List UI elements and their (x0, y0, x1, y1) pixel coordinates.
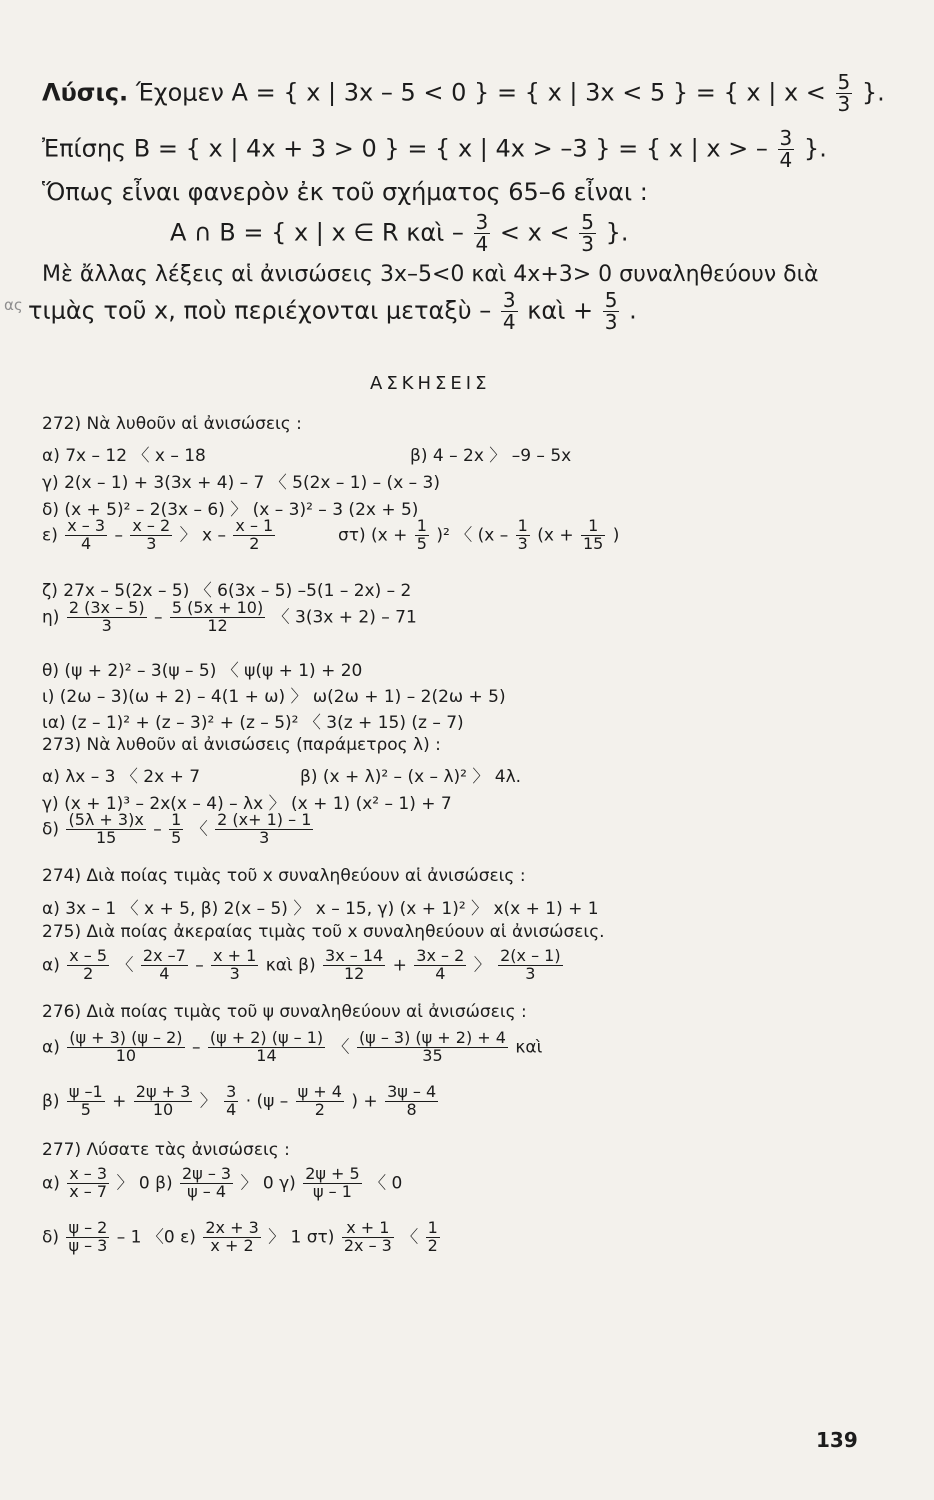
solution-line-2: Ἐπίσης B = { x | 4x + 3 > 0 } = { x | 4x > –3 } = { x | x > – $\frac{3}{4}$ }. (42, 126, 827, 172)
fraction: $\frac{x - 1}{2}$ (235, 516, 274, 553)
exercise-273-title: 273) Νὰ λυθοῦν αἱ ἀνισώσεις (παράμετρος λ) : (42, 735, 441, 755)
fraction: $\frac{1}{3}$ (517, 516, 528, 553)
fraction: $\frac{5}{3}$ (837, 70, 851, 116)
exercise-272-th: θ) (ψ + 2)² – 3(ψ – 5) 〈 ψ(ψ + 1) + 20 (42, 661, 363, 681)
fraction: $\frac{3\psi - 4}{8}$ (387, 1082, 437, 1119)
bleed-through-text: ας (4, 296, 23, 314)
exercise-273-a: α) λx – 3 〈 2x + 7 (42, 767, 201, 787)
exercise-275-line: α) $\frac{x - 5}{2}$ 〈 $\frac{2x -7}{4}$ – $\frac{x + 1}{3}$ καὶ β) $\frac{3x - 14}{12}$ + $\frac{3x - 2}{4}$ 〉 $\frac{2(x - 1)}{3}$ (42, 946, 561, 983)
fraction: $\frac{5}{3}$ (581, 210, 594, 256)
fraction: $\frac{x - 5}{2}$ (69, 946, 108, 983)
exercise-277-title: 277) Λύσατε τὰς ἀνισώσεις : (42, 1140, 290, 1160)
fraction: $\frac{2\psi + 3}{10}$ (135, 1082, 191, 1119)
fraction: $\frac{3}{4}$ (226, 1082, 237, 1119)
exercise-273-d: δ) $\frac{(5\lambda + 3)x}{15}$ – $\frac{1}{5}$ 〈 $\frac{2 (x+ 1) - 1}{3}$ (42, 810, 312, 847)
exercise-276-title: 276) Διὰ ποίας τιμὰς τοῦ ψ συναληθεύουν αἱ ἀνισώσεις : (42, 1002, 527, 1022)
fraction: $\frac{2\psi - 3}{\psi - 4}$ (182, 1164, 232, 1201)
exercise-272-b: β) 4 – 2x 〉 –9 – 5x (410, 446, 572, 466)
fraction: $\frac{2\psi + 5}{\psi - 1}$ (305, 1164, 360, 1201)
fraction: $\frac{3x - 14}{12}$ (325, 946, 384, 983)
fraction: $\frac{(5\lambda + 3)x}{15}$ (68, 810, 144, 847)
exercise-274-line: α) 3x – 1 〈 x + 5, β) 2(x – 5) 〉 x – 15, γ) (x + 1)² 〉 x(x + 1) + 1 (42, 899, 599, 919)
solution-line-1: Λύσις. Έχομεν A = { x | 3x – 5 < 0 } = { x | 3x < 5 } = { x | x < $\frac{5}{3}$ }. (42, 70, 885, 116)
fraction: $\frac{2(x - 1)}{3}$ (500, 946, 561, 983)
fraction: $\frac{1}{5}$ (416, 516, 427, 553)
fraction: $\frac{3}{4}$ (779, 126, 793, 172)
fraction: $\frac{1}{5}$ (171, 810, 182, 847)
fraction: $\frac{\psi -1}{5}$ (68, 1082, 103, 1119)
fraction: $\frac{x - 3}{4}$ (67, 516, 106, 553)
exercise-272-d: δ) (x + 5)² – 2(3x – 6) 〉 (x – 3)² – 3 (2x + 5) (42, 500, 419, 520)
fraction: $\frac{(\psi + 3) (\psi - 2)}{10}$ (69, 1028, 183, 1065)
fraction: $\frac{\psi + 4}{2}$ (297, 1082, 342, 1119)
exercise-277-de: δ) $\frac{\psi - 2}{\psi - 3}$ – 1 〈0 ε) $\frac{2x + 3}{x + 2}$ 〉 1 στ) $\frac{x + 1}{2x - 3}$ 〈 $\frac{1}{2}$ (42, 1218, 438, 1255)
exercise-277-abg: α) $\frac{x - 3}{x - 7}$ 〉 0 β) $\frac{2\psi - 3}{\psi - 4}$ 〉 0 γ) $\frac{2\psi + 5}{\psi - 1}$ 〈 0 (42, 1164, 403, 1201)
exercise-272-z: ζ) 27x – 5(2x – 5) 〈 6(3x – 5) –5(1 – 2x) – 2 (42, 581, 412, 601)
fraction: $\frac{(\psi - 3) (\psi + 2) + 4}{35}$ (358, 1028, 506, 1065)
solution-line-4: A ∩ B = { x | x ∈ R καὶ – $\frac{3}{4}$ < x < $\frac{5}{3}$ }. (170, 210, 629, 256)
exercise-272-h: η) $\frac{2 (3x - 5)}{3}$ – $\frac{5 (5x + 10)}{12}$ 〈 3(3x + 2) – 71 (42, 598, 417, 635)
fraction: $\frac{3}{4}$ (475, 210, 489, 256)
exercise-272-a: α) 7x – 12 〈 x – 18 (42, 446, 206, 466)
solution-line-6: τιμὰς τοῦ x, ποὺ περιέχονται μεταξὺ – $\frac{3}{4}$ καὶ + $\frac{5}{3}$ . (28, 288, 637, 334)
exercise-272-title: 272) Νὰ λυθοῦν αἱ ἀνισώσεις : (42, 414, 302, 434)
exercise-274-title: 274) Διὰ ποίας τιμὰς τοῦ x συναληθεύουν αἱ ἀνισώσεις : (42, 866, 526, 886)
fraction: $\frac{1}{2}$ (427, 1218, 438, 1255)
fraction: $\frac{3}{4}$ (502, 288, 516, 334)
fraction: $\frac{x - 2}{3}$ (132, 516, 171, 553)
fraction: $\frac{2x -7}{4}$ (142, 946, 186, 983)
fraction: $\frac{2 (x+ 1) - 1}{3}$ (217, 810, 312, 847)
fraction: $\frac{x + 1}{2x - 3}$ (343, 1218, 392, 1255)
fraction: $\frac{3x - 2}{4}$ (416, 946, 465, 983)
fraction: $\frac{(\psi + 2) (\psi - 1)}{14}$ (209, 1028, 324, 1065)
fraction: $\frac{2x + 3}{x + 2}$ (205, 1218, 259, 1255)
exercises-heading: ΑΣΚΗΣΕΙΣ (370, 373, 491, 394)
exercise-276-a: α) $\frac{(\psi + 3) (\psi - 2)}{10}$ – $\frac{(\psi + 2) (\psi - 1)}{14}$ 〈 $\frac{(\psi - 3) (\psi + 2) + 4}{35}$ καὶ (42, 1028, 543, 1065)
fraction: $\frac{x + 1}{3}$ (213, 946, 257, 983)
fraction: $\frac{1}{15}$ (583, 516, 604, 553)
exercise-272-ia: ια) (z – 1)² + (z – 3)² + (z – 5)² 〈 3(z + 15) (z – 7) (42, 713, 464, 733)
fraction: $\frac{x - 3}{x - 7}$ (69, 1164, 108, 1201)
fraction: $\frac{\psi - 2}{\psi - 3}$ (68, 1218, 108, 1255)
solution-line-3: Ὅπως εἶναι φανερὸν ἐκ τοῦ σχήματος 65–6 εἶναι : (42, 178, 648, 206)
exercise-275-title: 275) Διὰ ποίας ἀκεραίας τιμὰς τοῦ x συναληθεύουν αἱ ἀνισώσεις. (42, 922, 605, 942)
exercise-276-b: β) $\frac{\psi -1}{5}$ + $\frac{2\psi + 3}{10}$ 〉 $\frac{3}{4}$ · (ψ – $\frac{\psi + 4}{2}$ ) + $\frac{3\psi - 4}{8}$ (42, 1082, 437, 1119)
solution-line-5: Μὲ ἄλλας λέξεις αἱ ἀνισώσεις 3x–5<0 καὶ 4x+3> 0 συναληθεύουν διὰ (42, 262, 819, 287)
exercise-273-g: γ) (x + 1)³ – 2x(x – 4) – λx 〉 (x + 1) (x² – 1) + 7 (42, 794, 452, 814)
exercise-272-e: ε) $\frac{x - 3}{4}$ – $\frac{x - 2}{3}$ 〉 x – $\frac{x - 1}{2}$ (42, 516, 274, 553)
exercise-272-st: στ) (x + $\frac{1}{5}$ )² 〈 (x – $\frac{1}{3}$ (x + $\frac{1}{15}$ ) (338, 516, 620, 553)
fraction: $\frac{5}{3}$ (604, 288, 618, 334)
fraction: $\frac{5 (5x + 10)}{12}$ (171, 598, 264, 635)
exercise-273-b: β) (x + λ)² – (x – λ)² 〉 4λ. (300, 767, 522, 787)
solution-label: Λύσις. (42, 78, 129, 107)
fraction: $\frac{2 (3x - 5)}{3}$ (68, 598, 145, 635)
exercise-272-g: γ) 2(x – 1) + 3(3x + 4) – 7 〈 5(2x – 1) – (x – 3) (42, 473, 441, 493)
page-number: 139 (816, 1428, 858, 1452)
exercise-272-i: ι) (2ω – 3)(ω + 2) – 4(1 + ω) 〉 ω(2ω + 1) – 2(2ω + 5) (42, 687, 506, 707)
